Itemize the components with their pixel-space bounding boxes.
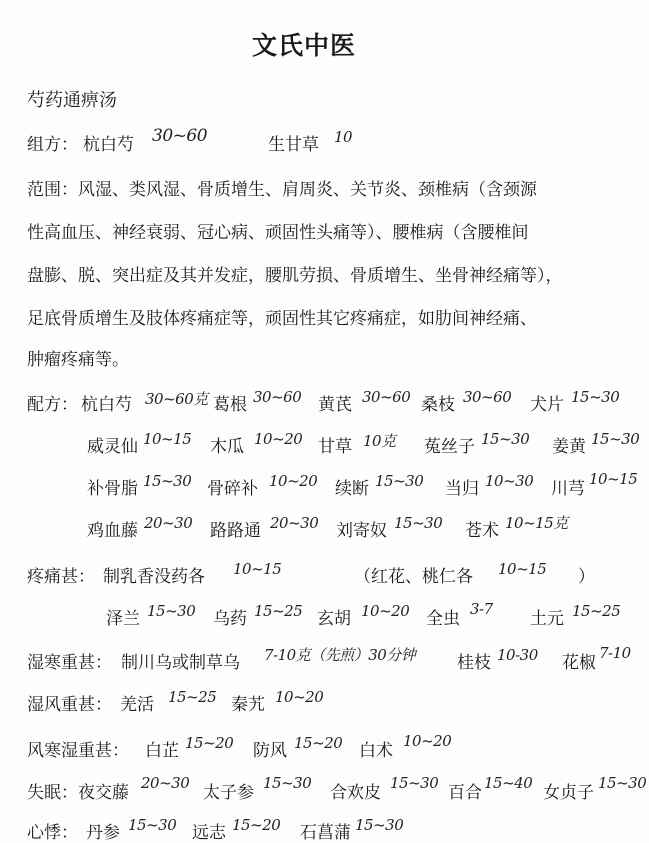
herb-dose: 15~30 [263, 774, 312, 792]
herb-name: 木瓜 [210, 437, 244, 457]
herb-name: 玄胡 [317, 609, 351, 629]
herb-dose: 15~20 [232, 816, 281, 834]
composition-label: 组方： [27, 135, 78, 155]
herb-name: 川芎 [551, 479, 585, 499]
herb-dose: 20~30 [270, 514, 319, 532]
herb-dose: 10~20 [275, 688, 324, 706]
herb-name: 菟丝子 [424, 437, 475, 457]
herb-dose: 15~25 [572, 602, 621, 620]
herb-name: 土元 [530, 609, 564, 629]
herb-dose: 10-30 [497, 646, 538, 664]
herb-name: 甘草 [318, 437, 352, 457]
scope-line: 性高血压、神经衰弱、冠心病、顽固性头痛等）、腰椎病（含腰椎间 [27, 223, 529, 243]
herb-name: 远志 [192, 823, 226, 843]
herb-name: 女贞子 [543, 783, 594, 803]
palpitation-label: 心悸： [27, 823, 78, 843]
page-title: 文氏中医 [252, 31, 357, 60]
herb-name: 补骨脂 [87, 479, 138, 499]
composition-dose: 10 [334, 128, 353, 146]
herb-dose: 15~30 [143, 472, 192, 490]
herb-dose: 10~20 [254, 430, 303, 448]
pain-alt-close: ） [578, 567, 595, 587]
herb-dose: 15~20 [294, 734, 343, 752]
herb-dose: 15~40 [484, 774, 533, 792]
scope-line: 盘膨、脱、突出症及其并发症，腰肌劳损、骨质增生、坐骨神经痛等）， [27, 266, 563, 286]
composition-herb: 杭白芍 [83, 135, 134, 155]
herb-name: 路路通 [210, 521, 261, 541]
herb-dose: 15~30 [390, 774, 439, 792]
herb-dose: 15~30 [128, 816, 177, 834]
herb-name: 合欢皮 [330, 783, 381, 803]
herb-dose: 7-10 [599, 644, 631, 662]
herb-name: 当归 [445, 479, 479, 499]
herb-name: 黄芪 [318, 395, 352, 415]
herb-name: 续断 [335, 479, 369, 499]
herb-dose: 30~60 [463, 388, 512, 406]
herb-dose: 10~15 [233, 560, 282, 578]
herb-dose: 15~30 [147, 602, 196, 620]
insomnia-label: 失眠： [27, 783, 78, 803]
composition-dose: 30~60 [152, 126, 208, 146]
herb-name: 太子参 [203, 783, 254, 803]
herb-name: 桑枝 [421, 395, 455, 415]
herb-name: 秦艽 [231, 695, 265, 715]
herb-dose: 3-7 [470, 600, 493, 618]
herb-dose: 20~30 [144, 514, 193, 532]
herb-name: 乌药 [213, 609, 247, 629]
pain-label: 疼痛甚： [27, 567, 95, 587]
scope-line: 肿瘤疼痛等。 [27, 350, 129, 370]
scope-line: 足底骨质增生及肢体疼痛症等，顽固性其它疼痛症，如肋间神经痛、 [27, 309, 537, 329]
herb-name: 刘寄奴 [336, 521, 387, 541]
herb-name: 百合 [448, 783, 482, 803]
herb-dose: 10~20 [269, 472, 318, 490]
herb-dose: 30~60 [253, 388, 302, 406]
herb-name: 白术 [359, 741, 393, 761]
herb-dose: 10克 [363, 432, 396, 450]
herb-name: 全虫 [426, 609, 460, 629]
herb-name: 葛根 [213, 395, 247, 415]
formula-label: 配方： [27, 395, 78, 415]
herb-name: 鸡血藤 [87, 521, 138, 541]
herb-name: 桂枝 [457, 653, 491, 673]
herb-name: 泽兰 [106, 609, 140, 629]
herb-dose: 30~60 [362, 388, 411, 406]
herb-name: 石菖蒲 [300, 823, 351, 843]
herb-name: 白芷 [145, 741, 179, 761]
herb-dose: 15~30 [394, 514, 443, 532]
herb-dose: 15~30 [375, 472, 424, 490]
scope-line: 范围：风湿、类风湿、骨质增生、肩周炎、关节炎、颈椎病（含颈源 [27, 180, 537, 200]
herb-name: 犬片 [530, 395, 564, 415]
herb-name: 花椒 [562, 653, 596, 673]
herb-dose: 10~15克 [505, 514, 568, 532]
herb-name: 威灵仙 [87, 437, 138, 457]
composition-herb: 生甘草 [268, 135, 319, 155]
herb-dose: 15~30 [598, 774, 647, 792]
damp-wind-label: 湿风重甚： [27, 695, 112, 715]
herb-name: 夜交藤 [78, 783, 129, 803]
herb-name: 杭白芍 [81, 395, 132, 415]
herb-dose: 20~30 [141, 774, 190, 792]
herb-dose: 15~20 [185, 734, 234, 752]
pain-alt-open: （红花、桃仁各 [354, 567, 473, 587]
herb-dose: 15~30 [481, 430, 530, 448]
herb-dose: 7-10克（先煎）30分钟 [264, 646, 416, 664]
herb-name: 苍术 [465, 521, 499, 541]
herb-name: 防风 [253, 741, 287, 761]
herb-name: 丹参 [86, 823, 120, 843]
wind-cold-damp-label: 风寒湿重甚： [27, 741, 129, 761]
herb-dose: 15~30 [571, 388, 620, 406]
herb-name: 羌活 [120, 695, 154, 715]
damp-cold-label: 湿寒重甚： [27, 653, 112, 673]
herb-dose: 15~30 [591, 430, 640, 448]
herb-dose: 15~30 [355, 816, 404, 834]
herb-dose: 30~60克 [145, 390, 208, 408]
herb-dose: 10~20 [361, 602, 410, 620]
herb-dose: 10~15 [589, 470, 638, 488]
herb-dose: 10~20 [403, 732, 452, 750]
herb-dose: 15~25 [254, 602, 303, 620]
recipe-name: 芍药通痹汤 [27, 90, 117, 111]
herb-dose: 10~30 [485, 472, 534, 490]
herb-dose: 10~15 [143, 430, 192, 448]
herb-name: 骨碎补 [207, 479, 258, 499]
herb-name: 制乳香没药各 [103, 567, 205, 587]
herb-dose: 15~25 [168, 688, 217, 706]
herb-name: 制川乌或制草乌 [121, 653, 240, 673]
herb-name: 姜黄 [552, 437, 586, 457]
herb-dose: 10~15 [498, 560, 547, 578]
